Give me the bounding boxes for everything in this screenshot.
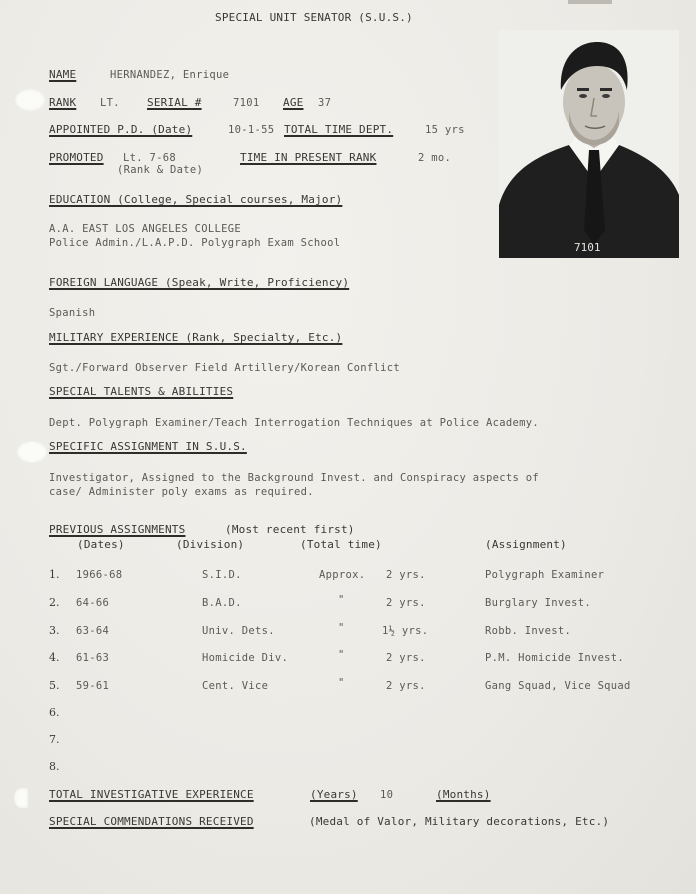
language-value: Spanish [49,307,96,319]
appointed-value: 10-1-55 [228,124,275,136]
punch-hole-bottom [14,788,28,808]
commendations-note: (Medal of Valor, Military decorations, Etc.) [309,815,610,828]
row-division: S.I.D. [202,569,242,581]
education-line-1: A.A. EAST LOS ANGELES COLLEGE [49,223,242,235]
row-division: B.A.D. [202,597,242,609]
row-number: 5. [49,679,60,692]
column-dates: (Dates) [77,538,125,551]
row-assignment: Robb. Invest. [485,625,572,637]
military-value: Sgt./Forward Observer Field Artillery/Korean Conflict [49,362,400,374]
row-dates: 61-63 [76,652,110,664]
column-assignment: (Assignment) [485,538,567,551]
column-division: (Division) [176,538,245,551]
row-assignment: Burglary Invest. [485,597,591,609]
row-approx: " [338,622,345,634]
total-time-label: TOTAL TIME DEPT. [284,123,394,136]
education-line-2: Police Admin./L.A.P.D. Polygraph Exam School [49,237,341,249]
row-assignment: Gang Squad, Vice Squad [485,680,631,692]
years-value: 10 [380,789,394,801]
portrait-image [499,30,679,258]
total-time-value: 15 yrs [425,124,465,136]
photo-serial-number: 7101 [574,241,601,254]
time-in-rank-value: 2 mo. [418,152,452,164]
row-approx: " [338,594,345,606]
row-dates: 1966-68 [76,569,123,581]
rank-label: RANK [49,96,77,109]
total-experience-label: TOTAL INVESTIGATIVE EXPERIENCE [49,788,254,801]
row-assignment: P.M. Homicide Invest. [485,652,625,664]
language-label: FOREIGN LANGUAGE (Speak, Write, Proficiency) [49,276,350,289]
row-division: Homicide Div. [202,652,289,664]
row-number: 7. [49,733,60,746]
row-number: 3. [49,624,60,637]
row-dates: 59-61 [76,680,110,692]
years-label: (Years) [310,788,358,801]
talents-label: SPECIAL TALENTS & ABILITIES [49,385,234,398]
row-division: Cent. Vice [202,680,269,692]
assignment-line-1: Investigator, Assigned to the Background Invest. and Conspiracy aspects of [49,472,539,484]
row-number: 8. [49,760,60,773]
row-assignment: Polygraph Examiner [485,569,605,581]
previous-assignments-note: (Most recent first) [225,523,355,536]
row-division: Univ. Dets. [202,625,275,637]
promoted-value: Lt. 7-68 [123,152,176,164]
row-number: 1. [49,568,60,581]
row-time: 1½ yrs. [382,625,429,637]
commendations-label: SPECIAL COMMENDATIONS RECEIVED [49,815,254,828]
officer-photo [499,30,679,258]
promoted-label: PROMOTED [49,151,104,164]
assignment-line-2: case/ Administer poly exams as required. [49,486,314,498]
age-value: 37 [318,97,332,109]
name-value: HERNANDEZ, Enrique [110,69,230,81]
row-approx: Approx. [319,569,366,581]
punch-hole-top [15,89,45,111]
top-edge-mark [568,0,612,4]
row-time: 2 yrs. [386,597,426,609]
row-time: 2 yrs. [386,569,426,581]
serial-value: 7101 [233,97,260,109]
previous-assignments-label: PREVIOUS ASSIGNMENTS [49,523,186,536]
row-approx: " [338,677,345,689]
row-time: 2 yrs. [386,680,426,692]
months-label: (Months) [436,788,491,801]
promoted-subnote: (Rank & Date) [117,164,204,176]
age-label: AGE [283,96,304,109]
military-label: MILITARY EXPERIENCE (Rank, Specialty, Etc.) [49,331,343,344]
row-approx: " [338,649,345,661]
row-dates: 63-64 [76,625,110,637]
row-time: 2 yrs. [386,652,426,664]
assignment-label: SPECIFIC ASSIGNMENT IN S.U.S. [49,440,247,453]
time-in-rank-label: TIME IN PRESENT RANK [240,151,377,164]
form-title: SPECIAL UNIT SENATOR (S.U.S.) [215,11,413,24]
punch-hole-middle [17,441,47,463]
row-number: 6. [49,706,60,719]
name-label: NAME [49,68,77,81]
row-dates: 64-66 [76,597,110,609]
appointed-label: APPOINTED P.D. (Date) [49,123,193,136]
rank-value: LT. [100,97,120,109]
talents-value: Dept. Polygraph Examiner/Teach Interrogation Techniques at Police Academy. [49,417,539,429]
column-total-time: (Total time) [300,538,382,551]
row-number: 2. [49,596,60,609]
serial-label: SERIAL # [147,96,202,109]
education-label: EDUCATION (College, Special courses, Major) [49,193,343,206]
row-number: 4. [49,651,60,664]
